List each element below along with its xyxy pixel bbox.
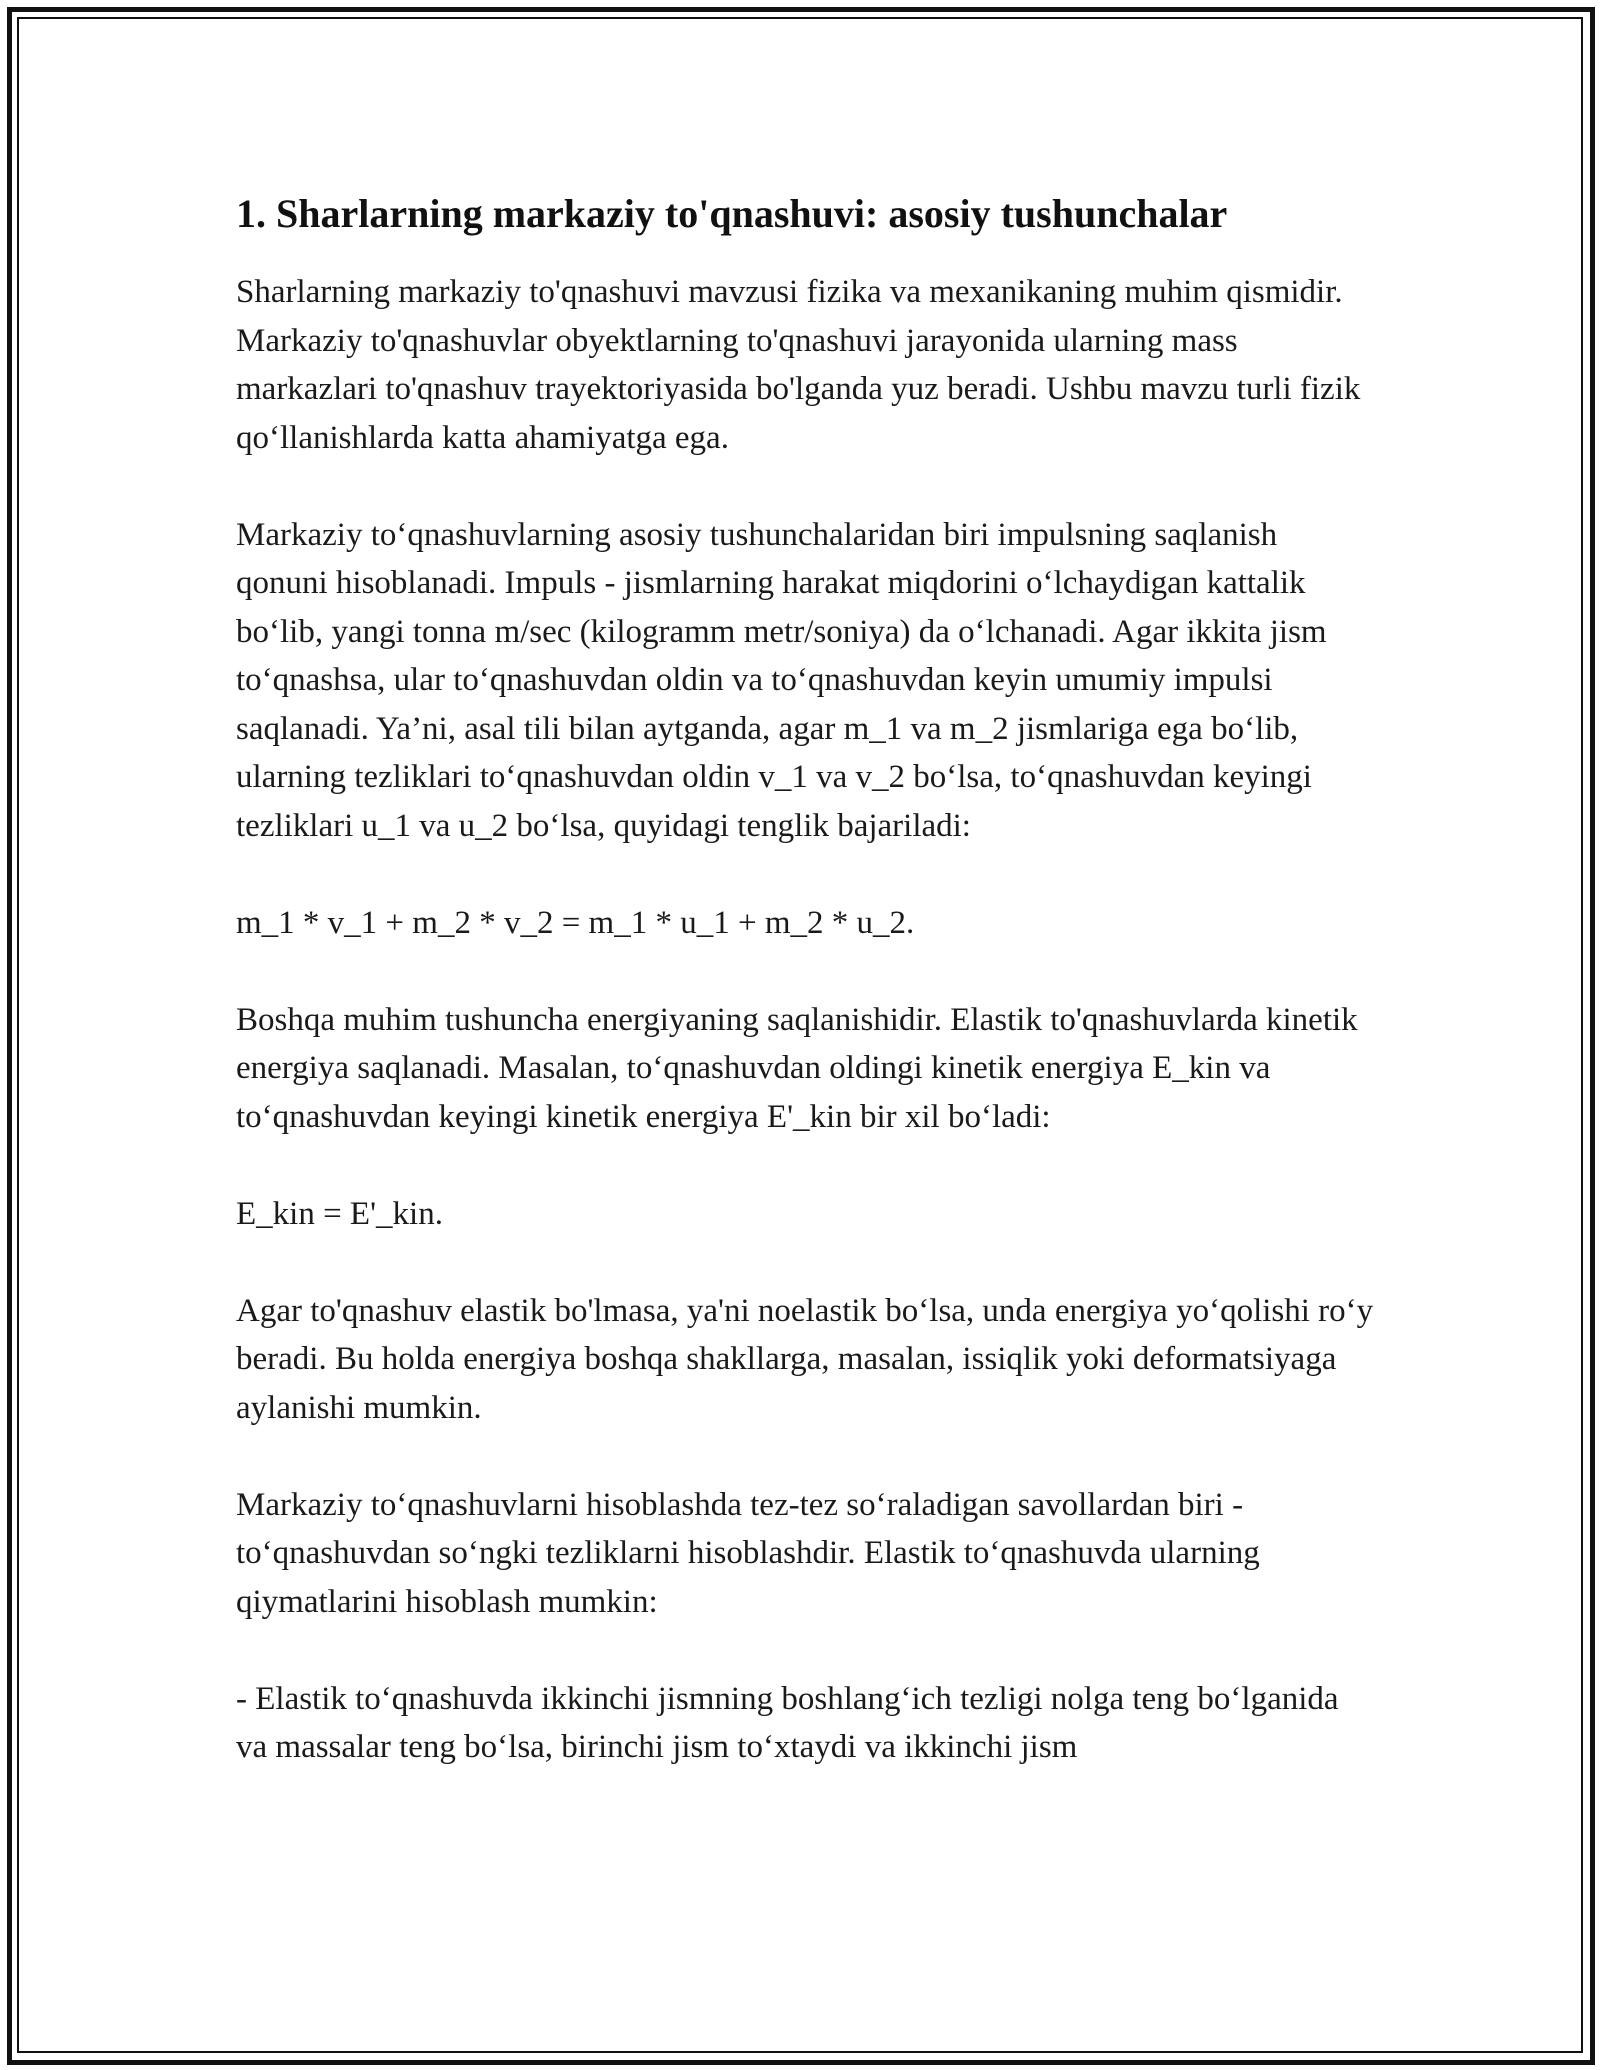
paragraph-velocities: Markaziy to‘qnashuvlarni hisoblashda tez-tez so‘raladigan savollardan biri - to‘qnashuvdan so‘ngki tezliklarni hisoblashdir. Elastik to‘qnashuvda ularning qiymatlarini hisoblash mumkin:	[236, 1486, 1260, 1620]
paragraph-gap	[236, 1238, 1376, 1287]
equation-momentum: m_1 * v_1 + m_2 * v_2 = m_1 * u_1 + m_2 * u_2.	[236, 904, 915, 941]
paragraph-gap	[236, 1626, 1376, 1675]
paragraph-momentum: Markaziy to‘qnashuvlarning asosiy tushunchalaridan biri impulsning saqlanish qonuni hisoblanadi. Impuls - jismlarning harakat miqdorini o‘lchaydigan kattalik bo‘lib, yangi tonna m/sec (kilogramm metr/soniya) da o‘lchanadi. Agar ikkita jism to‘qnashsa, ular to‘qnashuvdan oldin va to‘qnashuvdan keyin umumiy impulsi saqlanadi. Ya’ni, asal tili bilan aytganda, agar m_1 va m_2 jismlariga ega bo‘lib, ularning tezliklari to‘qnashuvdan oldin v_1 va v_2 bo‘lsa, to‘qnashuvdan keyingi tezliklari u_1 va u_2 bo‘lsa, quyidagi tenglik bajariladi:	[236, 516, 1327, 844]
paragraph-gap	[236, 1141, 1376, 1190]
paragraph-gap	[236, 462, 1376, 511]
paragraph-gap	[236, 1432, 1376, 1481]
paragraph-intro: Sharlarning markaziy to'qnashuvi mavzusi fizika va mexanikaning muhim qismidir. Markaziy to'qnashuvlar obyektlarning to'qnashuvi jarayonida ularning mass markazlari to'qnashuv trayektoriyasida bo'lganda yuz beradi. Ushbu mavzu turli fizik qo‘llanishlarda katta ahamiyatga ega.	[236, 274, 1361, 456]
document-body	[236, 190, 1376, 1772]
equation-energy: E_kin = E'_kin.	[236, 1195, 443, 1232]
paragraph-gap	[236, 850, 1376, 899]
paragraph-inelastic: Agar to'qnashuv elastik bo'lmasa, ya'ni noelastik bo‘lsa, unda energiya yo‘qolishi ro‘y beradi. Bu holda energiya boshqa shakllarga, masalan, issiqlik yoki deformatsiyaga aylanishi mumkin.	[236, 1292, 1374, 1426]
paragraph-energy: Boshqa muhim tushuncha energiyaning saqlanishidir. Elastik to'qnashuvlarda kinetik energiya saqlanadi. Masalan, to‘qnashuvdan oldingi kinetik energiya E_kin va to‘qnashuvdan keyingi kinetik energiya E'_kin bir xil bo‘ladi:	[236, 1001, 1358, 1135]
paragraph-elastic-case: - Elastik to‘qnashuvda ikkinchi jismning boshlang‘ich tezligi nolga teng bo‘lganida va massalar teng bo‘lsa, birinchi jism to‘xtaydi va ikkinchi jism	[236, 1680, 1339, 1765]
section-title: 1. Sharlarning markaziy to'qnashuvi: asosiy tushunchalar	[236, 191, 1228, 236]
paragraph-gap	[236, 947, 1376, 996]
